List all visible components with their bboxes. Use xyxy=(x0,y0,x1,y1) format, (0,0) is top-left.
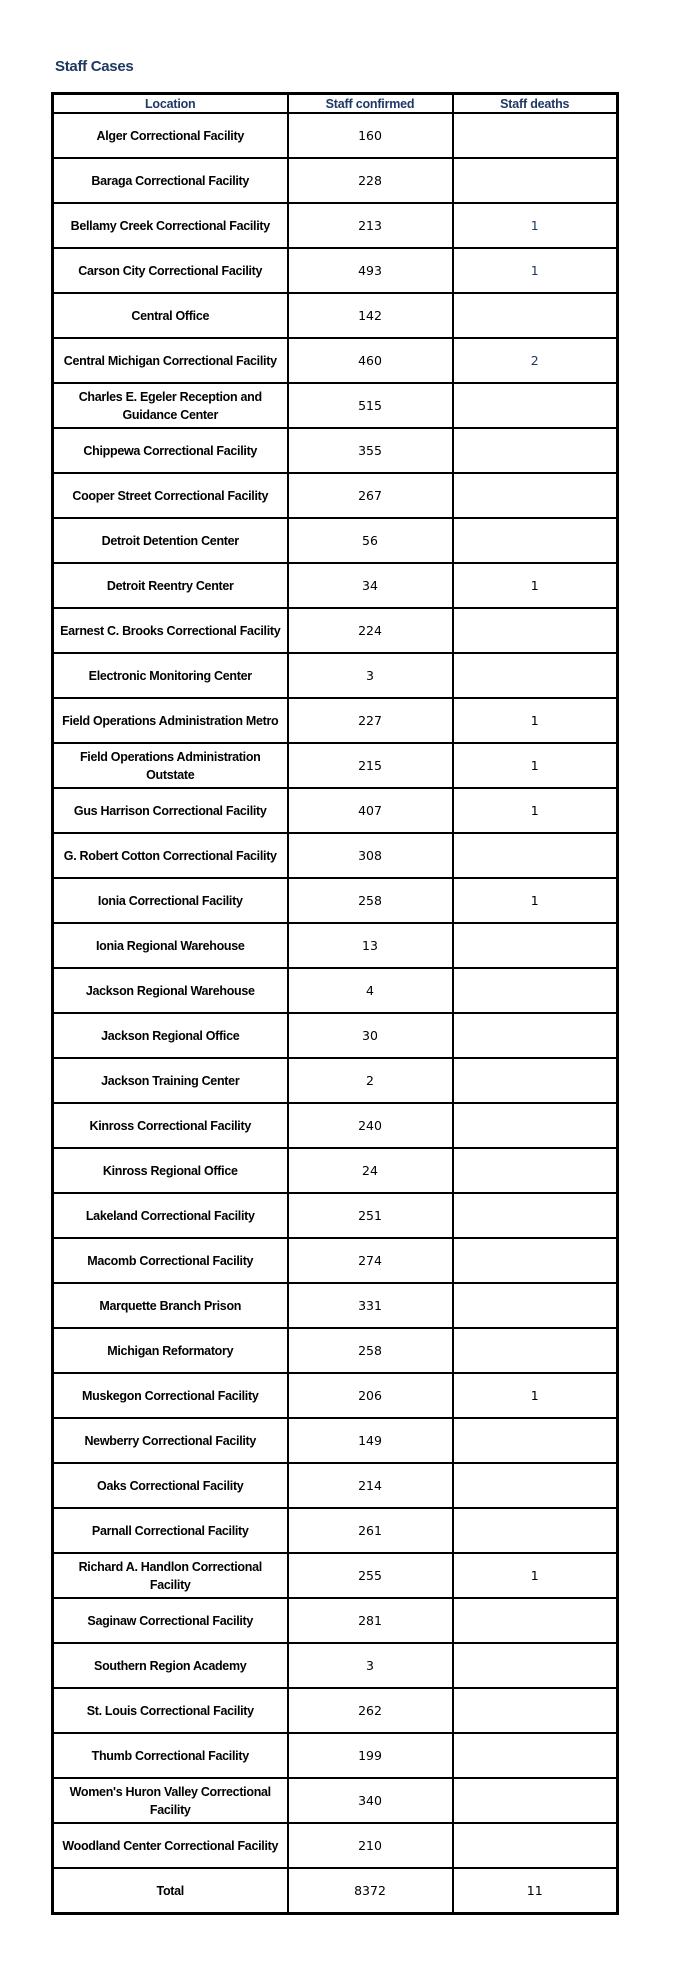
staff-deaths-cell: 1 xyxy=(453,788,618,833)
staff-deaths-cell xyxy=(453,1193,618,1238)
table-row xyxy=(53,158,618,203)
table-row xyxy=(53,1103,618,1148)
table-header-row xyxy=(53,94,618,114)
total-row xyxy=(53,1868,618,1914)
table-row xyxy=(53,1553,618,1598)
staff-confirmed-cell: 215 xyxy=(288,743,453,788)
staff-deaths-cell: 1 xyxy=(453,1553,618,1598)
location-cell: Newberry Correctional Facility xyxy=(53,1418,288,1463)
staff-confirmed-cell: 3 xyxy=(288,1643,453,1688)
location-cell: Saginaw Correctional Facility xyxy=(53,1598,288,1643)
location-cell: Detroit Detention Center xyxy=(53,518,288,563)
table-row xyxy=(53,653,618,698)
location-cell: Baraga Correctional Facility xyxy=(53,158,288,203)
table-row xyxy=(53,338,618,383)
staff-deaths-cell xyxy=(453,1643,618,1688)
location-cell: Earnest C. Brooks Correctional Facility xyxy=(53,608,288,653)
staff-confirmed-cell: 251 xyxy=(288,1193,453,1238)
location-cell: Detroit Reentry Center xyxy=(53,563,288,608)
staff-confirmed-cell: 4 xyxy=(288,968,453,1013)
staff-deaths-cell xyxy=(453,1778,618,1823)
staff-deaths-cell xyxy=(453,1688,618,1733)
staff-deaths-cell xyxy=(453,968,618,1013)
staff-confirmed-cell: 460 xyxy=(288,338,453,383)
staff-confirmed-cell: 2 xyxy=(288,1058,453,1103)
staff-confirmed-cell: 214 xyxy=(288,1463,453,1508)
staff-deaths-cell xyxy=(453,1733,618,1778)
location-cell: Parnall Correctional Facility xyxy=(53,1508,288,1553)
location-cell: Field Operations Administration Outstate xyxy=(53,743,288,788)
staff-deaths-cell: 1 xyxy=(453,203,618,248)
staff-confirmed-cell: 13 xyxy=(288,923,453,968)
staff-deaths-cell xyxy=(453,383,618,428)
table-row xyxy=(53,1373,618,1418)
column-header-staff-deaths: Staff deaths xyxy=(453,94,618,114)
table-row xyxy=(53,1643,618,1688)
staff-deaths-cell: 11 xyxy=(453,1868,618,1914)
table-row xyxy=(53,428,618,473)
table-row xyxy=(53,1193,618,1238)
staff-confirmed-cell: 149 xyxy=(288,1418,453,1463)
location-cell: Cooper Street Correctional Facility xyxy=(53,473,288,518)
staff-deaths-cell xyxy=(453,608,618,653)
staff-confirmed-cell: 142 xyxy=(288,293,453,338)
staff-confirmed-cell: 258 xyxy=(288,1328,453,1373)
table-row xyxy=(53,698,618,743)
table-row xyxy=(53,293,618,338)
location-cell: Women's Huron Valley Correctional Facility xyxy=(53,1778,288,1823)
table-row xyxy=(53,1598,618,1643)
staff-deaths-cell: 1 xyxy=(453,878,618,923)
staff-confirmed-cell: 355 xyxy=(288,428,453,473)
table-row xyxy=(53,1778,618,1823)
staff-confirmed-cell: 34 xyxy=(288,563,453,608)
staff-confirmed-cell: 240 xyxy=(288,1103,453,1148)
location-cell: Alger Correctional Facility xyxy=(53,113,288,158)
staff-confirmed-cell: 206 xyxy=(288,1373,453,1418)
staff-confirmed-cell: 210 xyxy=(288,1823,453,1868)
location-cell: Carson City Correctional Facility xyxy=(53,248,288,293)
location-cell: St. Louis Correctional Facility xyxy=(53,1688,288,1733)
location-cell: Gus Harrison Correctional Facility xyxy=(53,788,288,833)
staff-confirmed-cell: 24 xyxy=(288,1148,453,1193)
staff-confirmed-cell: 255 xyxy=(288,1553,453,1598)
staff-confirmed-cell: 331 xyxy=(288,1283,453,1328)
staff-confirmed-cell: 258 xyxy=(288,878,453,923)
table-row xyxy=(53,473,618,518)
staff-deaths-cell: 1 xyxy=(453,563,618,608)
staff-deaths-cell xyxy=(453,158,618,203)
page-title: Staff Cases xyxy=(55,58,134,75)
staff-deaths-cell: 1 xyxy=(453,743,618,788)
staff-confirmed-cell: 227 xyxy=(288,698,453,743)
staff-confirmed-cell: 224 xyxy=(288,608,453,653)
table-row xyxy=(53,1238,618,1283)
staff-deaths-cell xyxy=(453,518,618,563)
location-cell: Jackson Regional Office xyxy=(53,1013,288,1058)
location-cell: Lakeland Correctional Facility xyxy=(53,1193,288,1238)
location-cell: Central Office xyxy=(53,293,288,338)
table-row xyxy=(53,1688,618,1733)
staff-confirmed-cell: 262 xyxy=(288,1688,453,1733)
location-cell: Kinross Regional Office xyxy=(53,1148,288,1193)
staff-deaths-cell xyxy=(453,1103,618,1148)
location-cell: Electronic Monitoring Center xyxy=(53,653,288,698)
location-cell: Thumb Correctional Facility xyxy=(53,1733,288,1778)
staff-confirmed-cell: 8372 xyxy=(288,1868,453,1914)
staff-deaths-cell xyxy=(453,1463,618,1508)
staff-confirmed-cell: 274 xyxy=(288,1238,453,1283)
staff-confirmed-cell: 340 xyxy=(288,1778,453,1823)
staff-confirmed-cell: 213 xyxy=(288,203,453,248)
location-cell: Muskegon Correctional Facility xyxy=(53,1373,288,1418)
staff-confirmed-cell: 407 xyxy=(288,788,453,833)
location-cell: Central Michigan Correctional Facility xyxy=(53,338,288,383)
staff-deaths-cell xyxy=(453,1013,618,1058)
column-header-staff-confirmed: Staff confirmed xyxy=(288,94,453,114)
location-cell: Woodland Center Correctional Facility xyxy=(53,1823,288,1868)
table-row xyxy=(53,1418,618,1463)
staff-deaths-cell: 1 xyxy=(453,698,618,743)
location-cell: Marquette Branch Prison xyxy=(53,1283,288,1328)
staff-confirmed-cell: 515 xyxy=(288,383,453,428)
table-row xyxy=(53,788,618,833)
table-row xyxy=(53,1508,618,1553)
staff-deaths-cell: 2 xyxy=(453,338,618,383)
staff-deaths-cell xyxy=(453,113,618,158)
staff-deaths-cell: 1 xyxy=(453,248,618,293)
staff-confirmed-cell: 3 xyxy=(288,653,453,698)
table-row xyxy=(53,923,618,968)
staff-deaths-cell xyxy=(453,1598,618,1643)
location-cell: G. Robert Cotton Correctional Facility xyxy=(53,833,288,878)
staff-deaths-cell xyxy=(453,653,618,698)
location-cell: Ionia Regional Warehouse xyxy=(53,923,288,968)
table-row xyxy=(53,1463,618,1508)
staff-deaths-cell xyxy=(453,1238,618,1283)
location-cell: Richard A. Handlon Correctional Facility xyxy=(53,1553,288,1598)
table-row xyxy=(53,203,618,248)
staff-confirmed-cell: 267 xyxy=(288,473,453,518)
table-row xyxy=(53,563,618,608)
table-row xyxy=(53,878,618,923)
staff-confirmed-cell: 56 xyxy=(288,518,453,563)
staff-deaths-cell xyxy=(453,1058,618,1103)
staff-deaths-cell: 1 xyxy=(453,1373,618,1418)
location-cell: Macomb Correctional Facility xyxy=(53,1238,288,1283)
staff-deaths-cell xyxy=(453,473,618,518)
staff-confirmed-cell: 308 xyxy=(288,833,453,878)
location-cell: Field Operations Administration Metro xyxy=(53,698,288,743)
staff-confirmed-cell: 261 xyxy=(288,1508,453,1553)
table-row xyxy=(53,1058,618,1103)
location-cell: Kinross Correctional Facility xyxy=(53,1103,288,1148)
location-cell: Total xyxy=(53,1868,288,1914)
table-row xyxy=(53,743,618,788)
location-cell: Bellamy Creek Correctional Facility xyxy=(53,203,288,248)
staff-deaths-cell xyxy=(453,1328,618,1373)
location-cell: Jackson Regional Warehouse xyxy=(53,968,288,1013)
staff-confirmed-cell: 199 xyxy=(288,1733,453,1778)
staff-confirmed-cell: 228 xyxy=(288,158,453,203)
staff-confirmed-cell: 493 xyxy=(288,248,453,293)
table-row xyxy=(53,833,618,878)
staff-deaths-cell xyxy=(453,1283,618,1328)
staff-cases-table xyxy=(51,92,619,1915)
staff-deaths-cell xyxy=(453,1508,618,1553)
table-row xyxy=(53,1148,618,1193)
table-row xyxy=(53,1283,618,1328)
staff-deaths-cell xyxy=(453,923,618,968)
staff-confirmed-cell: 281 xyxy=(288,1598,453,1643)
location-cell: Oaks Correctional Facility xyxy=(53,1463,288,1508)
staff-deaths-cell xyxy=(453,833,618,878)
table-row xyxy=(53,1823,618,1868)
table-row xyxy=(53,1328,618,1373)
location-cell: Charles E. Egeler Reception and Guidance Center xyxy=(53,383,288,428)
staff-deaths-cell xyxy=(453,1823,618,1868)
staff-deaths-cell xyxy=(453,293,618,338)
location-cell: Jackson Training Center xyxy=(53,1058,288,1103)
table-body xyxy=(53,113,618,1914)
table-row xyxy=(53,968,618,1013)
staff-confirmed-cell: 30 xyxy=(288,1013,453,1058)
staff-deaths-cell xyxy=(453,1418,618,1463)
table-row xyxy=(53,113,618,158)
location-cell: Ionia Correctional Facility xyxy=(53,878,288,923)
table-row xyxy=(53,518,618,563)
table-row xyxy=(53,608,618,653)
location-cell: Southern Region Academy xyxy=(53,1643,288,1688)
table-row xyxy=(53,1733,618,1778)
column-header-location: Location xyxy=(53,94,288,114)
location-cell: Chippewa Correctional Facility xyxy=(53,428,288,473)
staff-deaths-cell xyxy=(453,428,618,473)
table-row xyxy=(53,383,618,428)
staff-confirmed-cell: 160 xyxy=(288,113,453,158)
location-cell: Michigan Reformatory xyxy=(53,1328,288,1373)
table-row xyxy=(53,1013,618,1058)
staff-deaths-cell xyxy=(453,1148,618,1193)
table-row xyxy=(53,248,618,293)
